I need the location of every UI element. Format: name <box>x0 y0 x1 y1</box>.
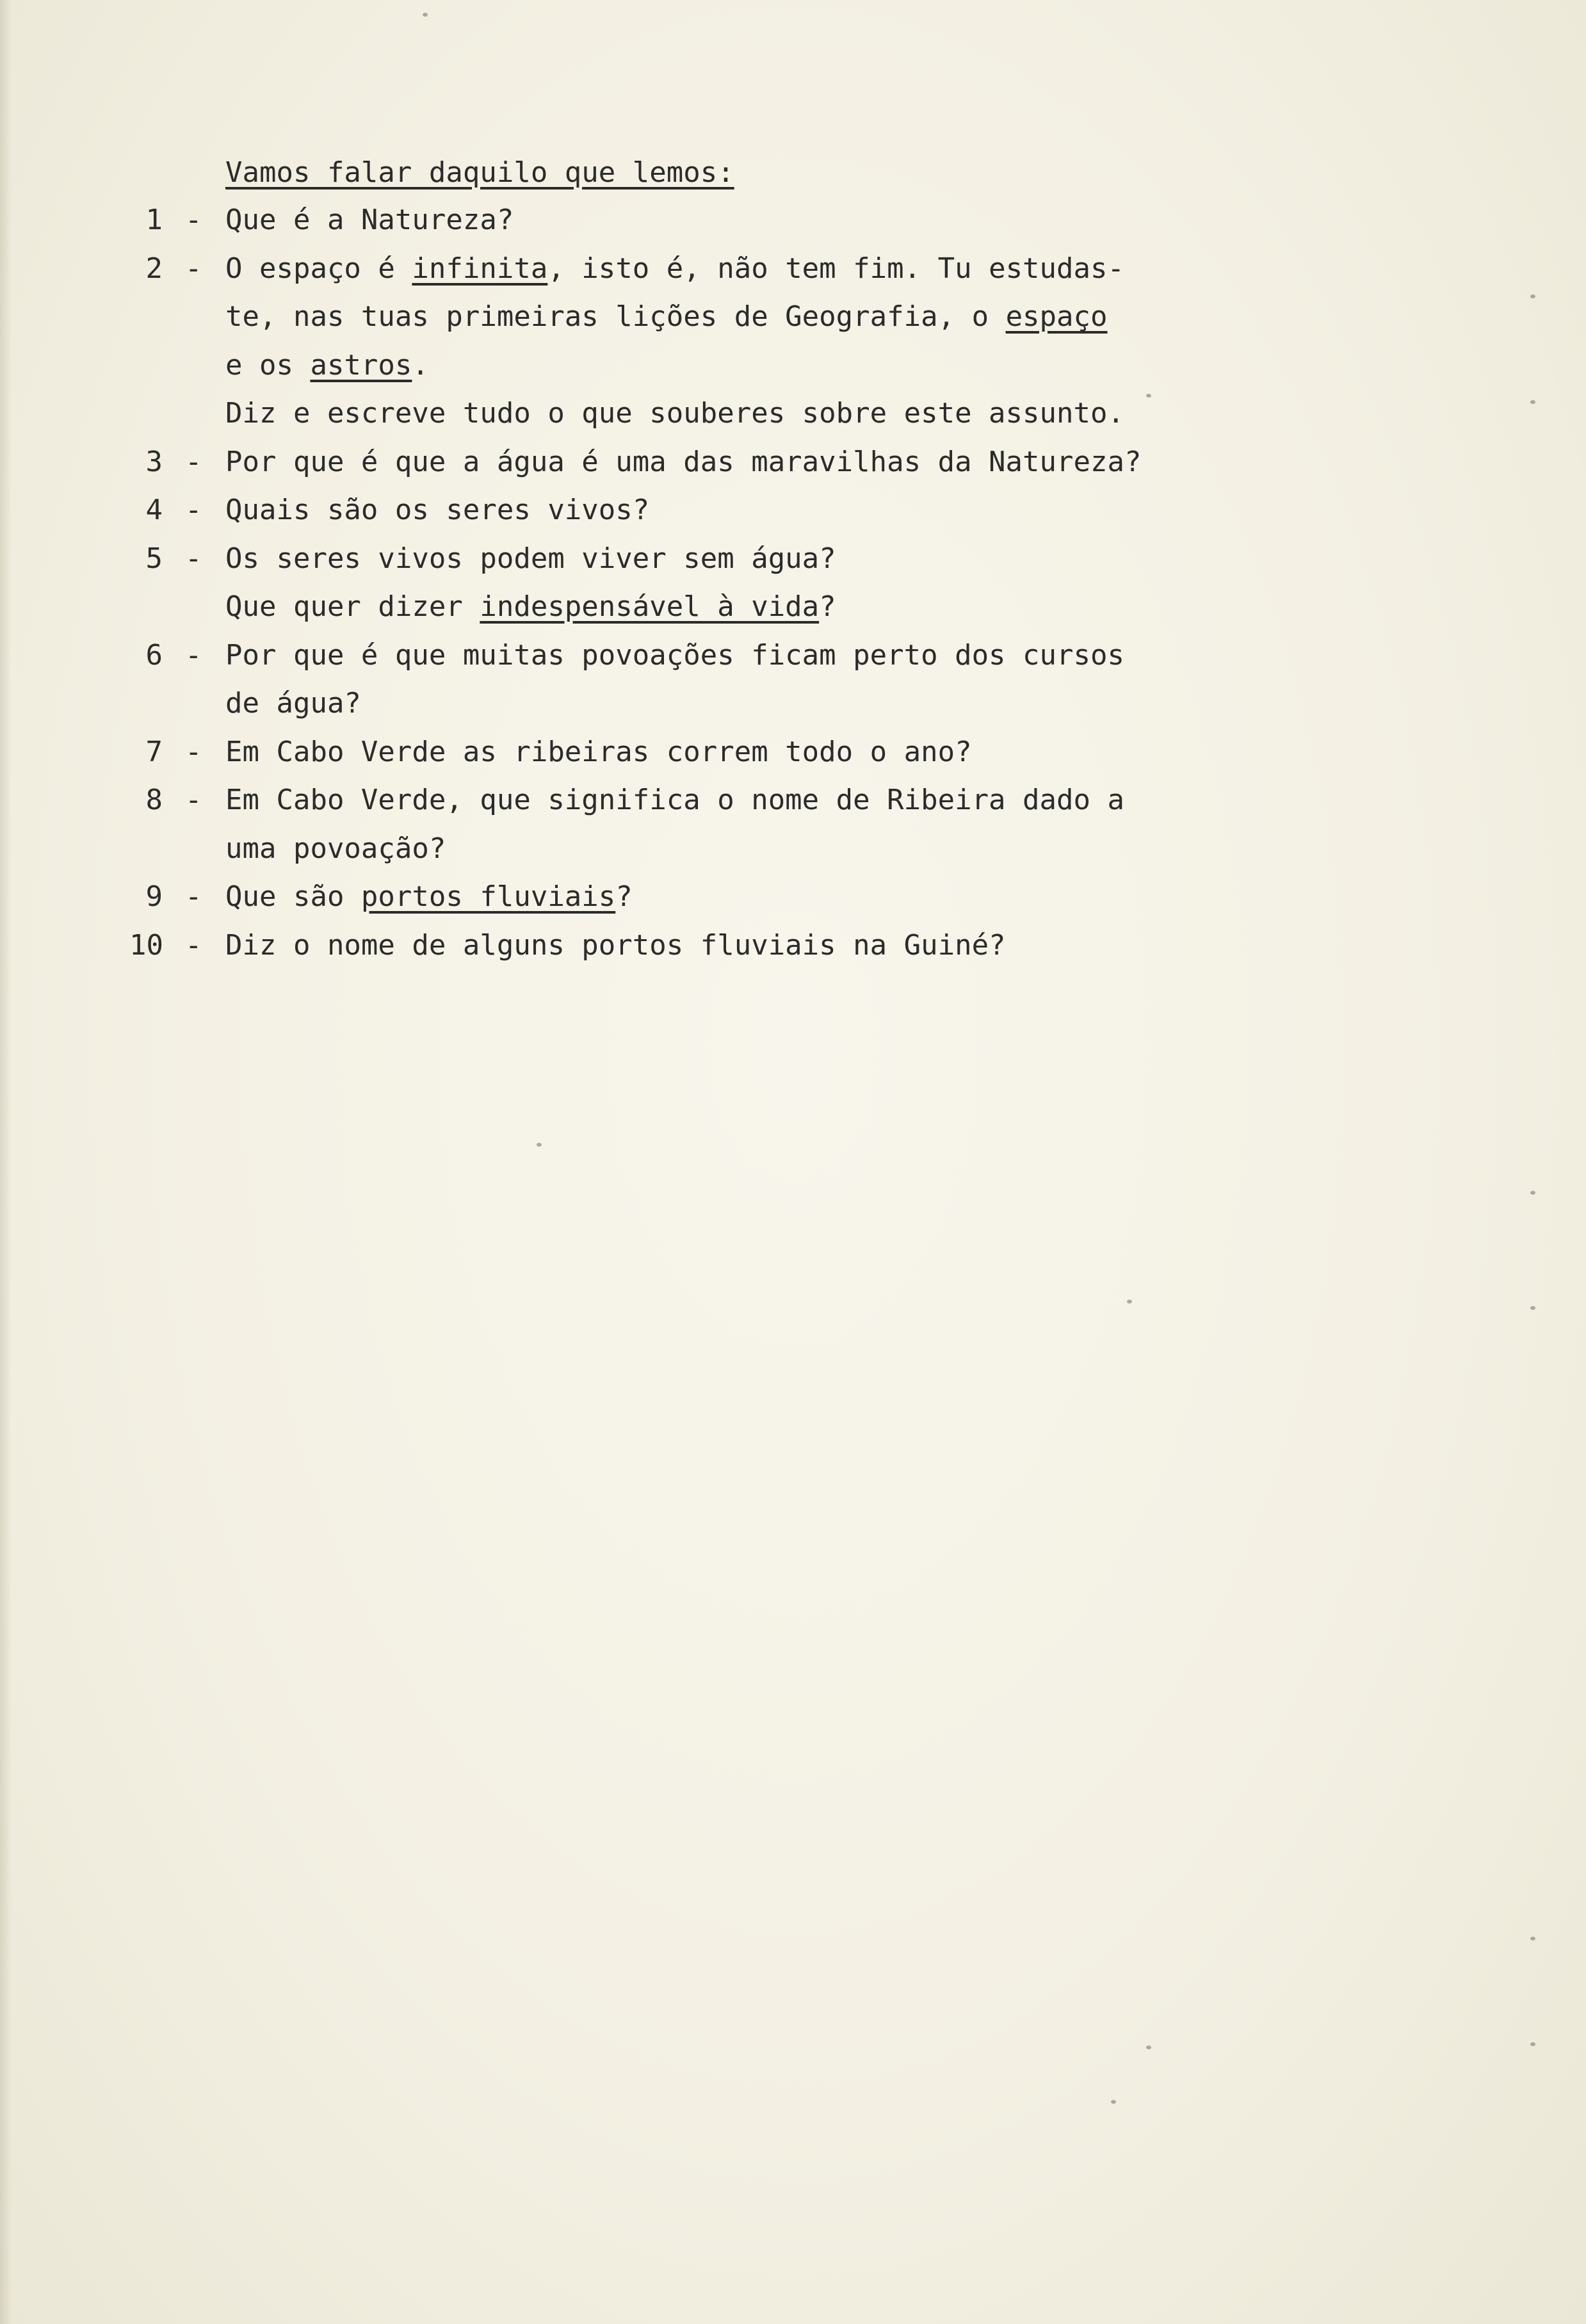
underlined-term: infinita <box>412 252 548 285</box>
question-dash: - <box>185 252 202 285</box>
question-dash: - <box>185 735 202 768</box>
question-text-line <box>225 929 1006 962</box>
question-text-line <box>225 832 446 865</box>
text-segment: Quais são os seres vivos? <box>225 494 650 526</box>
question-number: 5 <box>145 542 163 575</box>
text-segment: O espaço é <box>225 252 412 285</box>
question-number: 3 <box>145 445 163 478</box>
paper-speck <box>423 13 428 17</box>
paper-speck <box>1530 400 1535 404</box>
text-segment: uma povoação? <box>225 832 446 865</box>
question-number: 8 <box>145 784 163 816</box>
text-segment: ? <box>819 590 836 623</box>
text-segment: Em Cabo Verde as ribeiras correm todo o ano? <box>225 735 972 768</box>
question-text-line <box>225 300 1108 333</box>
question-text-line <box>225 252 1124 285</box>
question-text-line <box>225 590 836 623</box>
question-text-line <box>225 880 633 913</box>
question-text-line <box>225 639 1124 672</box>
underlined-term: espaço <box>1005 300 1108 333</box>
question-text-line <box>225 736 972 768</box>
paper-speck <box>1530 1306 1535 1310</box>
question-number: 1 <box>145 204 163 236</box>
text-segment: Os seres vivos podem viver sem água? <box>225 542 836 575</box>
question-dash: - <box>185 638 202 672</box>
question-text-line <box>225 542 836 575</box>
text-segment: e os <box>225 348 311 382</box>
paper-speck <box>1111 2100 1116 2104</box>
paper-speck <box>1530 1191 1535 1195</box>
question-number: 10 <box>129 928 163 962</box>
text-segment: Por que é que a água é uma das maravilhas da Natureza? <box>225 445 1142 478</box>
text-segment: Que são <box>225 880 361 913</box>
paper-speck <box>1146 2046 1151 2049</box>
question-text-line <box>225 494 649 526</box>
question-dash: - <box>185 445 202 478</box>
question-dash: - <box>185 494 202 526</box>
questionnaire <box>0 0 1586 1088</box>
text-segment: Por que é que muitas povoações ficam perto dos cursos <box>225 638 1124 672</box>
text-segment: Em Cabo Verde, que significa o nome de Ribeira dado a <box>225 784 1124 816</box>
underlined-term: portos fluviais <box>360 880 616 913</box>
text-segment: . <box>412 348 429 382</box>
question-number: 2 <box>145 252 163 285</box>
paper-speck <box>1530 2042 1535 2046</box>
questionnaire-heading: Vamos falar daquilo que lemos: <box>225 156 734 189</box>
question-text-line <box>225 446 1141 478</box>
question-dash: - <box>185 542 202 575</box>
underlined-term: astros <box>310 348 412 382</box>
question-text-line <box>225 204 514 236</box>
text-segment: Que é a Natureza? <box>225 204 514 236</box>
underlined-term: indespensável à vida <box>480 590 820 623</box>
question-number: 7 <box>145 735 163 768</box>
question-number: 4 <box>145 494 163 526</box>
question-number: 9 <box>145 880 163 913</box>
question-dash: - <box>185 204 202 236</box>
question-dash: - <box>185 784 202 816</box>
paper-speck <box>1146 394 1151 398</box>
question-text-line <box>225 397 1124 430</box>
text-segment: Que quer dizer <box>225 590 480 623</box>
question-text-line <box>225 349 429 382</box>
text-segment: te, nas tuas primeiras lições de Geografia, o <box>225 300 1006 333</box>
question-text-line <box>225 784 1124 816</box>
paper-speck <box>1127 1300 1132 1303</box>
question-number: 6 <box>145 638 163 672</box>
paper-speck <box>1530 295 1535 298</box>
question-dash: - <box>185 880 202 913</box>
text-segment: ? <box>615 880 633 913</box>
question-text-line <box>225 687 361 720</box>
text-segment: de água? <box>225 687 361 720</box>
text-segment: , isto é, não tem fim. Tu estudas- <box>547 252 1124 285</box>
text-segment: Diz e escreve tudo o que souberes sobre este assunto. <box>225 397 1124 430</box>
paper-speck <box>537 1143 542 1147</box>
paper-speck <box>1530 1937 1535 1941</box>
text-segment: Diz o nome de alguns portos fluviais na Guiné? <box>225 928 1006 962</box>
question-dash: - <box>185 928 202 962</box>
